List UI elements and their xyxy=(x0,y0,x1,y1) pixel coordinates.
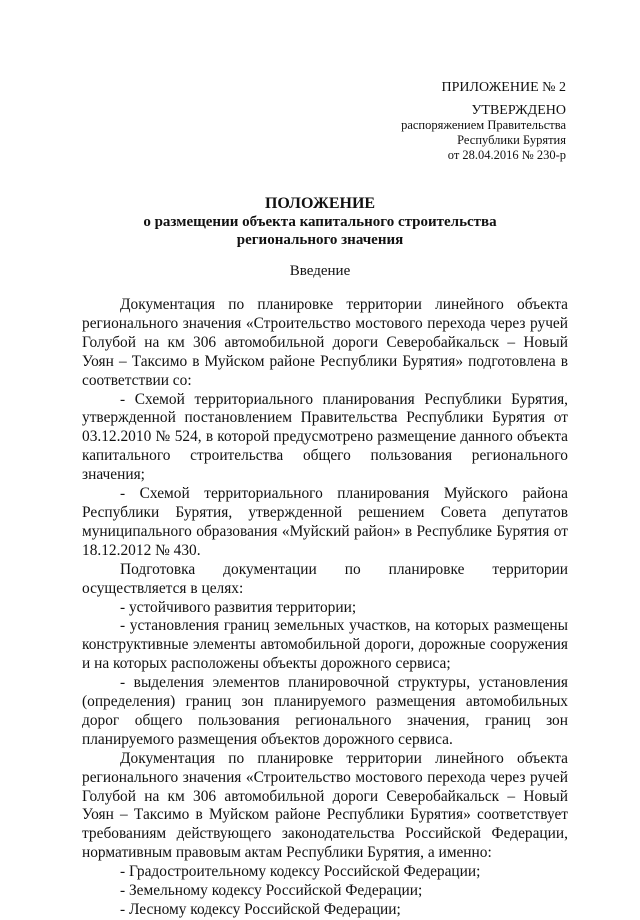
document-body xyxy=(82,296,568,920)
paragraph: - Земельному кодексу Российской Федерации; xyxy=(120,882,423,900)
paragraph: - Схемой территориального планирования Муйского района Республики Бурятия, утвержденной решением Совета депутатов муниципального образования «Муйский район» в Республике Бурятия от 18.12.2012 № 430. xyxy=(82,485,568,559)
document-heading xyxy=(0,195,640,249)
document-subtitle: регионального значения xyxy=(236,232,404,248)
paragraph: Документация по планировке территории линейного объекта регионального значения «Строительство мостового перехода через ручей Голубой на км 306 автомобильной дороги Северобайкальск – Новый Уоян – Таксимо в Муйском районе Республики Бурятия» подготовлена в соответствии со: xyxy=(82,296,568,389)
annex-number: ПРИЛОЖЕНИЕ № 2 xyxy=(441,80,566,95)
section-title: Введение xyxy=(289,263,351,279)
paragraph: - Лесному кодексу Российской Федерации; xyxy=(120,901,401,918)
paragraph: Подготовка документации по планировке территории осуществляется в целях: xyxy=(82,560,568,597)
approval-line: Республики Бурятия xyxy=(457,133,566,147)
paragraph: - Схемой территориального планирования Республики Бурятия, утвержденной постановлением Правительства Республики Бурятия от 03.12.2010 № 524, в которой предусмотрено размещение данного объекта капитального строительства общего пользования регионального значения; xyxy=(82,390,568,484)
paragraph: - установления границ земельных участков, на которых размещены конструктивные элементы автомобильной дороги, дорожные сооружения и на которых расположены объекты дорожного сервиса; xyxy=(82,617,568,673)
paragraph: - выделения элементов планировочной структуры, установления (определения) границ зон планируемого размещения автомобильных дорог общего пользования регионального значения, границ зон планируемого размещения объектов дорожного сервиса. xyxy=(82,674,568,748)
paragraph: - устойчивого развития территории; xyxy=(120,598,357,616)
paragraph: - Градостроительному кодексу Российской Федерации; xyxy=(120,863,481,881)
document-subtitle: о размещении объекта капитального строительства xyxy=(143,214,497,230)
approval-line: распоряжением Правительства xyxy=(401,118,566,132)
approval-date: от 28.04.2016 № 230-р xyxy=(447,148,566,162)
approval-title: УТВЕРЖДЕНО xyxy=(471,103,566,118)
document-title: ПОЛОЖЕНИЕ xyxy=(264,195,376,212)
approval-block xyxy=(401,103,566,163)
paragraph: Документация по планировке территории линейного объекта регионального значения «Строительство мостового перехода через ручей Голубой на км 306 автомобильной дороги Северобайкальск – Новый Уоян – Таксимо в Муйском районе Республики Бурятия» соответствует требованиям действующего законодательства Российской Федерации, нормативным правовым актам Республики Бурятия, а именно: xyxy=(82,749,568,862)
